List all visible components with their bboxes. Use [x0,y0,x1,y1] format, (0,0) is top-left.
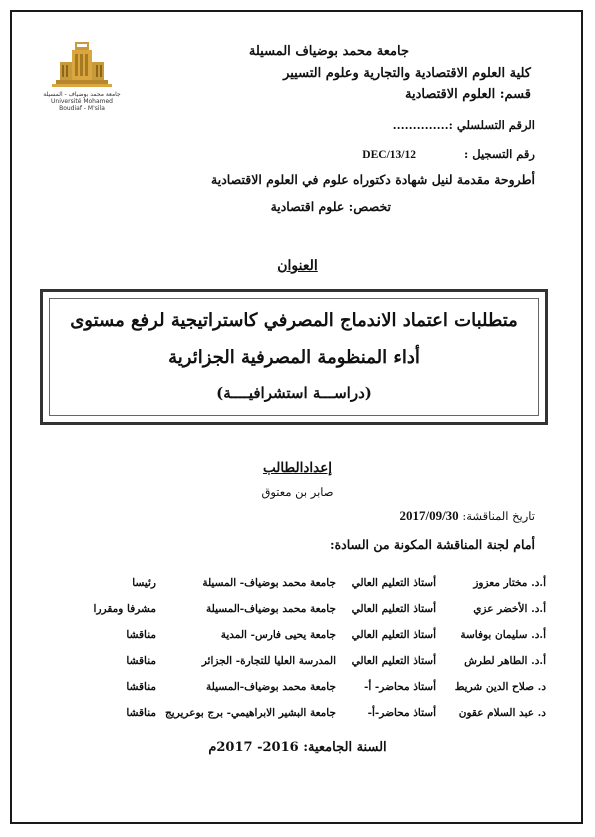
jury-role: مناقشا [126,655,156,667]
jury-institution: المدرسة العليا للتجارة- الجزائر [201,655,336,667]
registration-value: DEC/13/12 [362,149,416,161]
committee-label: أمام لجنة المناقشة المكونة من السادة: [330,537,535,552]
jury-rank: أستاذ التعليم العالي [351,603,436,615]
defense-date [399,508,535,524]
logo-caption: جامعة محمد بوضياف - المسيلة Université Mohamed Boudiaf - M'sila [43,91,121,112]
jury-rank: أستاذ محاضر- أ- [363,681,436,693]
serial-number: الرقم التسلسلي :.............. [392,118,535,132]
defense-date-label: تاريخ المناقشة: [462,509,535,523]
department-name: قسم: العلوم الاقتصادية [404,87,531,102]
jury-role: مناقشا [126,681,156,693]
title-heading: العنوان [277,258,318,274]
thesis-title-line2: أداء المنظومة المصرفية الجزائرية [168,347,420,368]
jury-name: أ.د. مختار معزوز [473,577,546,589]
jury-name: أ.د. الطاهر لطرش [464,655,546,667]
jury-name: أ.د. الأخضر عزي [473,603,546,615]
jury-role: رئيسا [132,577,156,589]
jury-row [66,622,546,648]
jury-institution: جامعة محمد بوضياف-المسيلة [205,681,336,693]
thesis-description: أطروحة مقدمة لنيل شهادة دكتوراه علوم في العلوم الاقتصادية [211,172,535,187]
student-name: صابر بن معتوق [261,485,334,499]
defense-date-value: 2017/09/30 [399,508,459,523]
jury-row [66,674,546,700]
jury-institution: جامعة يحيى فارس- المدية [220,629,336,641]
student-label: إعدادالطالب [262,460,333,476]
jury-name: د. عبد السلام عقون [458,707,546,719]
jury-role: مناقشا [126,707,156,719]
jury-name: د. صلاح الدين شريط [454,681,546,693]
university-name: جامعة محمد بوضياف المسيلة [248,44,409,59]
thesis-title-line1: متطلبات اعتماد الاندماج المصرفي كاستراتيجية لرفع مستوى [70,310,518,331]
registration-number [362,147,535,161]
jury-institution: جامعة محمد بوضياف-المسيلة [205,603,336,615]
jury-institution: جامعة البشير الابراهيمي- برج بوعريريج [165,707,336,719]
specialty: تخصص: علوم اقتصادية [270,199,391,214]
jury-role: مناقشا [126,629,156,641]
jury-rank: أستاذ التعليم العالي [351,629,436,641]
thesis-title-box [40,289,548,425]
jury-rank: أستاذ محاضر-أ- [367,707,436,719]
jury-role: مشرفا ومقررا [93,603,156,615]
jury-name: أ.د. سليمان بوفاسة [460,629,546,641]
faculty-name: كلية العلوم الاقتصادية والتجارية وعلوم التسيير [283,66,531,81]
registration-label: رقم التسجيل : [464,147,535,161]
jury-institution: جامعة محمد بوضياف- المسيلة [202,577,336,589]
jury-row [66,648,546,674]
jury-rank: أستاذ التعليم العالي [351,655,436,667]
academic-year: السنة الجامعية: 2016- 2017م [208,740,387,755]
jury-table [66,570,546,726]
jury-row [66,700,546,726]
thesis-title-line3: (دراســـة استشرافيــــة) [216,384,372,402]
jury-row [66,570,546,596]
jury-rank: أستاذ التعليم العالي [351,577,436,589]
jury-row [66,596,546,622]
